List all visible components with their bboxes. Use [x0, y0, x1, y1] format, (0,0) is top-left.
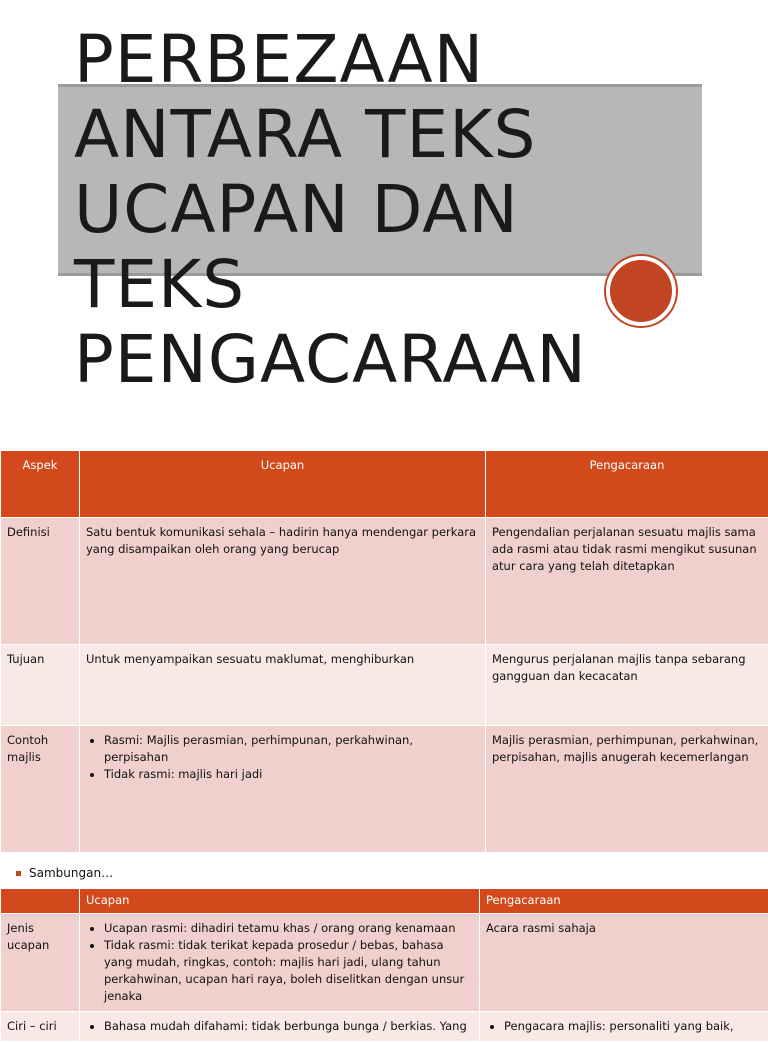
- list-item: • Rasmi: Majlis perasmian, perhimpunan, perkahwinan, perpisahan: [104, 732, 479, 766]
- bullet-list: [86, 732, 479, 783]
- cell-aspek: Ciri – ciri: [1, 1012, 80, 1042]
- list-item: • Pengacara majlis: personaliti yang baik,: [504, 1018, 762, 1035]
- cell-pengacaraan: [480, 1012, 768, 1042]
- cell-ucapan: [80, 1012, 480, 1042]
- comparison-table: [0, 450, 768, 853]
- cell-pengacaraan: Mengurus perjalanan majlis tanpa sebarang gangguan dan kecacatan: [486, 645, 768, 726]
- cell-pengacaraan: Majlis perasmian, perhimpunan, perkahwinan, perpisahan, majlis anugerah kecemerlangan: [486, 726, 768, 853]
- title-line: UCAPAN DAN: [74, 172, 587, 247]
- cell-aspek: Definisi: [1, 518, 80, 645]
- continuation-bullet: [16, 866, 113, 880]
- page-title: [74, 22, 587, 397]
- bullet-list: [86, 920, 473, 1005]
- cell-pengacaraan: Pengendalian perjalanan sesuatu majlis sama ada rasmi atau tidak rasmi mengikut susunan atur cara yang telah ditetapkan: [486, 518, 768, 645]
- title-line: PENGACARAAN: [74, 322, 587, 397]
- list-item: • Ucapan rasmi: dihadiri tetamu khas / orang orang kenamaan: [104, 920, 473, 937]
- table-header-row: [1, 451, 768, 518]
- list-item: • Tidak rasmi: majlis hari jadi: [104, 766, 479, 783]
- table-row: [1, 726, 768, 853]
- list-item: • Tidak rasmi: tidak terikat kepada prosedur / bebas, bahasa yang mudah, ringkas, contoh: majlis hari jadi, ulang tahun perkahwinan, ucapan hari raya, boleh diselitkan dengan unsur jenaka: [104, 937, 473, 1005]
- bullet-list: [86, 1018, 473, 1035]
- header-pengacaraan: Pengacaraan: [486, 451, 768, 518]
- table-header-row: [1, 889, 768, 914]
- square-bullet-icon: [16, 871, 21, 876]
- table-row: [1, 1012, 768, 1042]
- cell-pengacaraan: Acara rasmi sahaja: [480, 914, 768, 1012]
- title-line: PERBEZAAN: [74, 22, 587, 97]
- cell-aspek: Jenis ucapan: [1, 914, 80, 1012]
- header-ucapan: Ucapan: [80, 451, 486, 518]
- header-pengacaraan: Pengacaraan: [480, 889, 768, 914]
- header-blank: [1, 889, 80, 914]
- title-line: TEKS: [74, 247, 587, 322]
- comparison-table-continued: [0, 888, 768, 1042]
- table-row: [1, 914, 768, 1012]
- cell-ucapan: Untuk menyampaikan sesuatu maklumat, menghiburkan: [80, 645, 486, 726]
- header-aspek: Aspek: [1, 451, 80, 518]
- cell-ucapan: Satu bentuk komunikasi sehala – hadirin hanya mendengar perkara yang disampaikan oleh orang yang berucap: [80, 518, 486, 645]
- continuation-text: Sambungan…: [29, 866, 113, 880]
- table-row: [1, 518, 768, 645]
- cell-aspek: Contoh majlis: [1, 726, 80, 853]
- table-row: [1, 645, 768, 726]
- title-line: ANTARA TEKS: [74, 97, 587, 172]
- cell-ucapan: [80, 726, 486, 853]
- header-ucapan: Ucapan: [80, 889, 480, 914]
- bullet-list: [486, 1018, 762, 1035]
- cell-ucapan: [80, 914, 480, 1012]
- list-item: • Bahasa mudah difahami: tidak berbunga bunga / berkias. Yang: [104, 1018, 473, 1035]
- cell-aspek: Tujuan: [1, 645, 80, 726]
- decorative-circle-icon: [606, 256, 676, 326]
